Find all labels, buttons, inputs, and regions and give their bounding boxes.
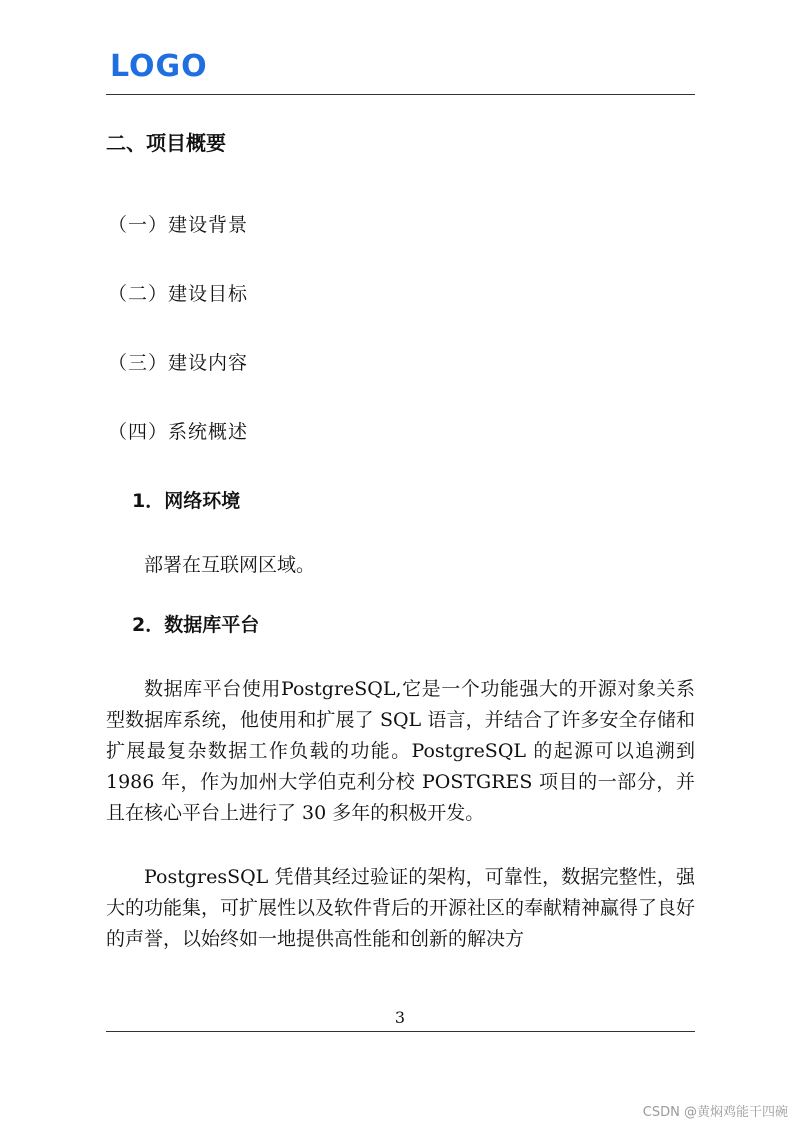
section-title: 二、项目概要 [106,131,226,155]
database-paragraph: PostgresSQL 凭借其经过验证的架构，可靠性，数据完整性，强大的功能集，可扩展性以及软件背后的开源社区的奉献精神赢得了良好的声誉，以始终如一地提供高性能和创新的解决方 [106,866,696,950]
subsection-heading: （二）建设目标 [108,283,249,305]
subsection-heading: （三）建设内容 [108,352,249,374]
header-divider [106,94,695,95]
logo: LOGO [110,49,208,84]
watermark: CSDN @黄焖鸡能干四碗 [642,1105,788,1120]
item-heading-database: 2．数据库平台 [132,614,260,636]
subsection-heading: （四）系统概述 [108,421,249,443]
item-heading-network: 1．网络环境 [132,490,241,512]
database-paragraph: 数据库平台使用PostgreSQL,它是一个功能强大的开源对象关系型数据库系统，他使用和扩展了 SQL 语言，并结合了许多安全存储和扩展最复杂数据工作负载的功能。PostgreSQL 的起源可以追溯到 1986 年，作为加州大学伯克利分校 POSTGRES 项目的一部分，并且在核心平台上进行了 30 多年的积极开发。 [106,678,695,824]
subsection-heading: （一）建设背景 [108,214,249,236]
footer-divider [106,1031,695,1032]
page-number: 3 [394,1008,406,1027]
network-paragraph: 部署在互联网区域。 [144,554,316,576]
